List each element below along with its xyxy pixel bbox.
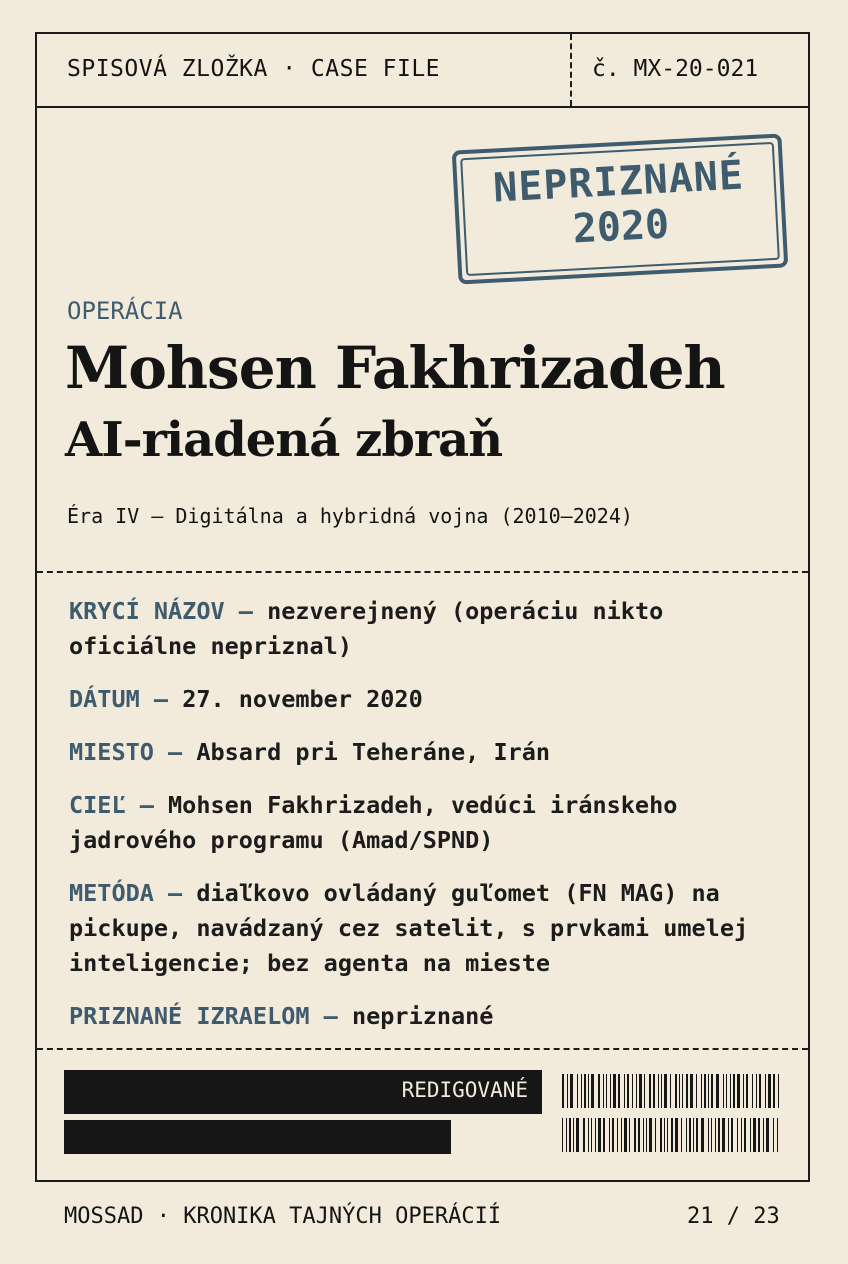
field-acknowledged — [69, 999, 789, 1034]
stamp-year: 2020 — [571, 201, 671, 253]
case-number: č. MX-20-021 — [592, 56, 759, 82]
field-method — [69, 876, 789, 981]
header-divider — [570, 34, 572, 106]
dashed-divider — [37, 1048, 808, 1050]
field-value: 27. november 2020 — [168, 685, 423, 713]
stamp-text: NEPRIZNANÉ — [492, 152, 746, 212]
case-file-header — [37, 34, 808, 108]
field-label: MIESTO — — [69, 738, 183, 766]
field-label: CIEĽ — — [69, 791, 154, 819]
case-file-card — [35, 32, 810, 1182]
field-label: PRIZNANÉ IZRAELOM — — [69, 1002, 338, 1030]
field-value: nepriznané — [337, 1002, 494, 1030]
era-line: Éra IV — Digitálna a hybridná vojna (2010—2024) — [67, 504, 633, 528]
dashed-divider — [37, 571, 808, 573]
field-cover-name — [69, 594, 789, 664]
redacted-label: REDIGOVANÉ — [401, 1078, 528, 1102]
field-date — [69, 682, 789, 717]
redaction-bar — [64, 1070, 542, 1114]
operation-subtitle: AI-riadená zbraň — [65, 412, 503, 468]
unacknowledged-stamp — [452, 133, 789, 284]
field-value: Absard pri Teheráne, Irán — [182, 738, 551, 766]
redaction-bar — [64, 1120, 451, 1154]
barcode-icon — [562, 1074, 782, 1154]
field-value: diaľkovo ovládaný guľomet (FN MAG) na pickupe, navádzaný cez satelit, s prvkami umelej inteligencie; bez agenta na mieste — [69, 879, 749, 977]
case-file-label: SPISOVÁ ZLOŽKA · CASE FILE — [67, 56, 441, 82]
operation-label: OPERÁCIA — [67, 297, 183, 325]
case-fields — [69, 594, 789, 1052]
field-value: nezverejnený (operáciu nikto oficiálne nepriznal) — [69, 597, 664, 660]
field-target — [69, 788, 789, 858]
footer-series-title: MOSSAD · KRONIKA TAJNÝCH OPERÁCIÍ — [64, 1204, 502, 1229]
field-label: METÓDA — — [69, 879, 183, 907]
field-location — [69, 735, 789, 770]
operation-title: Mohsen Fakhrizadeh — [65, 334, 725, 402]
page-number: 21 / 23 — [687, 1204, 780, 1229]
field-value: Mohsen Fakhrizadeh, vedúci iránskeho jadrového programu (Amad/SPND) — [69, 791, 678, 854]
field-label: KRYCÍ NÁZOV — — [69, 597, 253, 625]
field-label: DÁTUM — — [69, 685, 169, 713]
